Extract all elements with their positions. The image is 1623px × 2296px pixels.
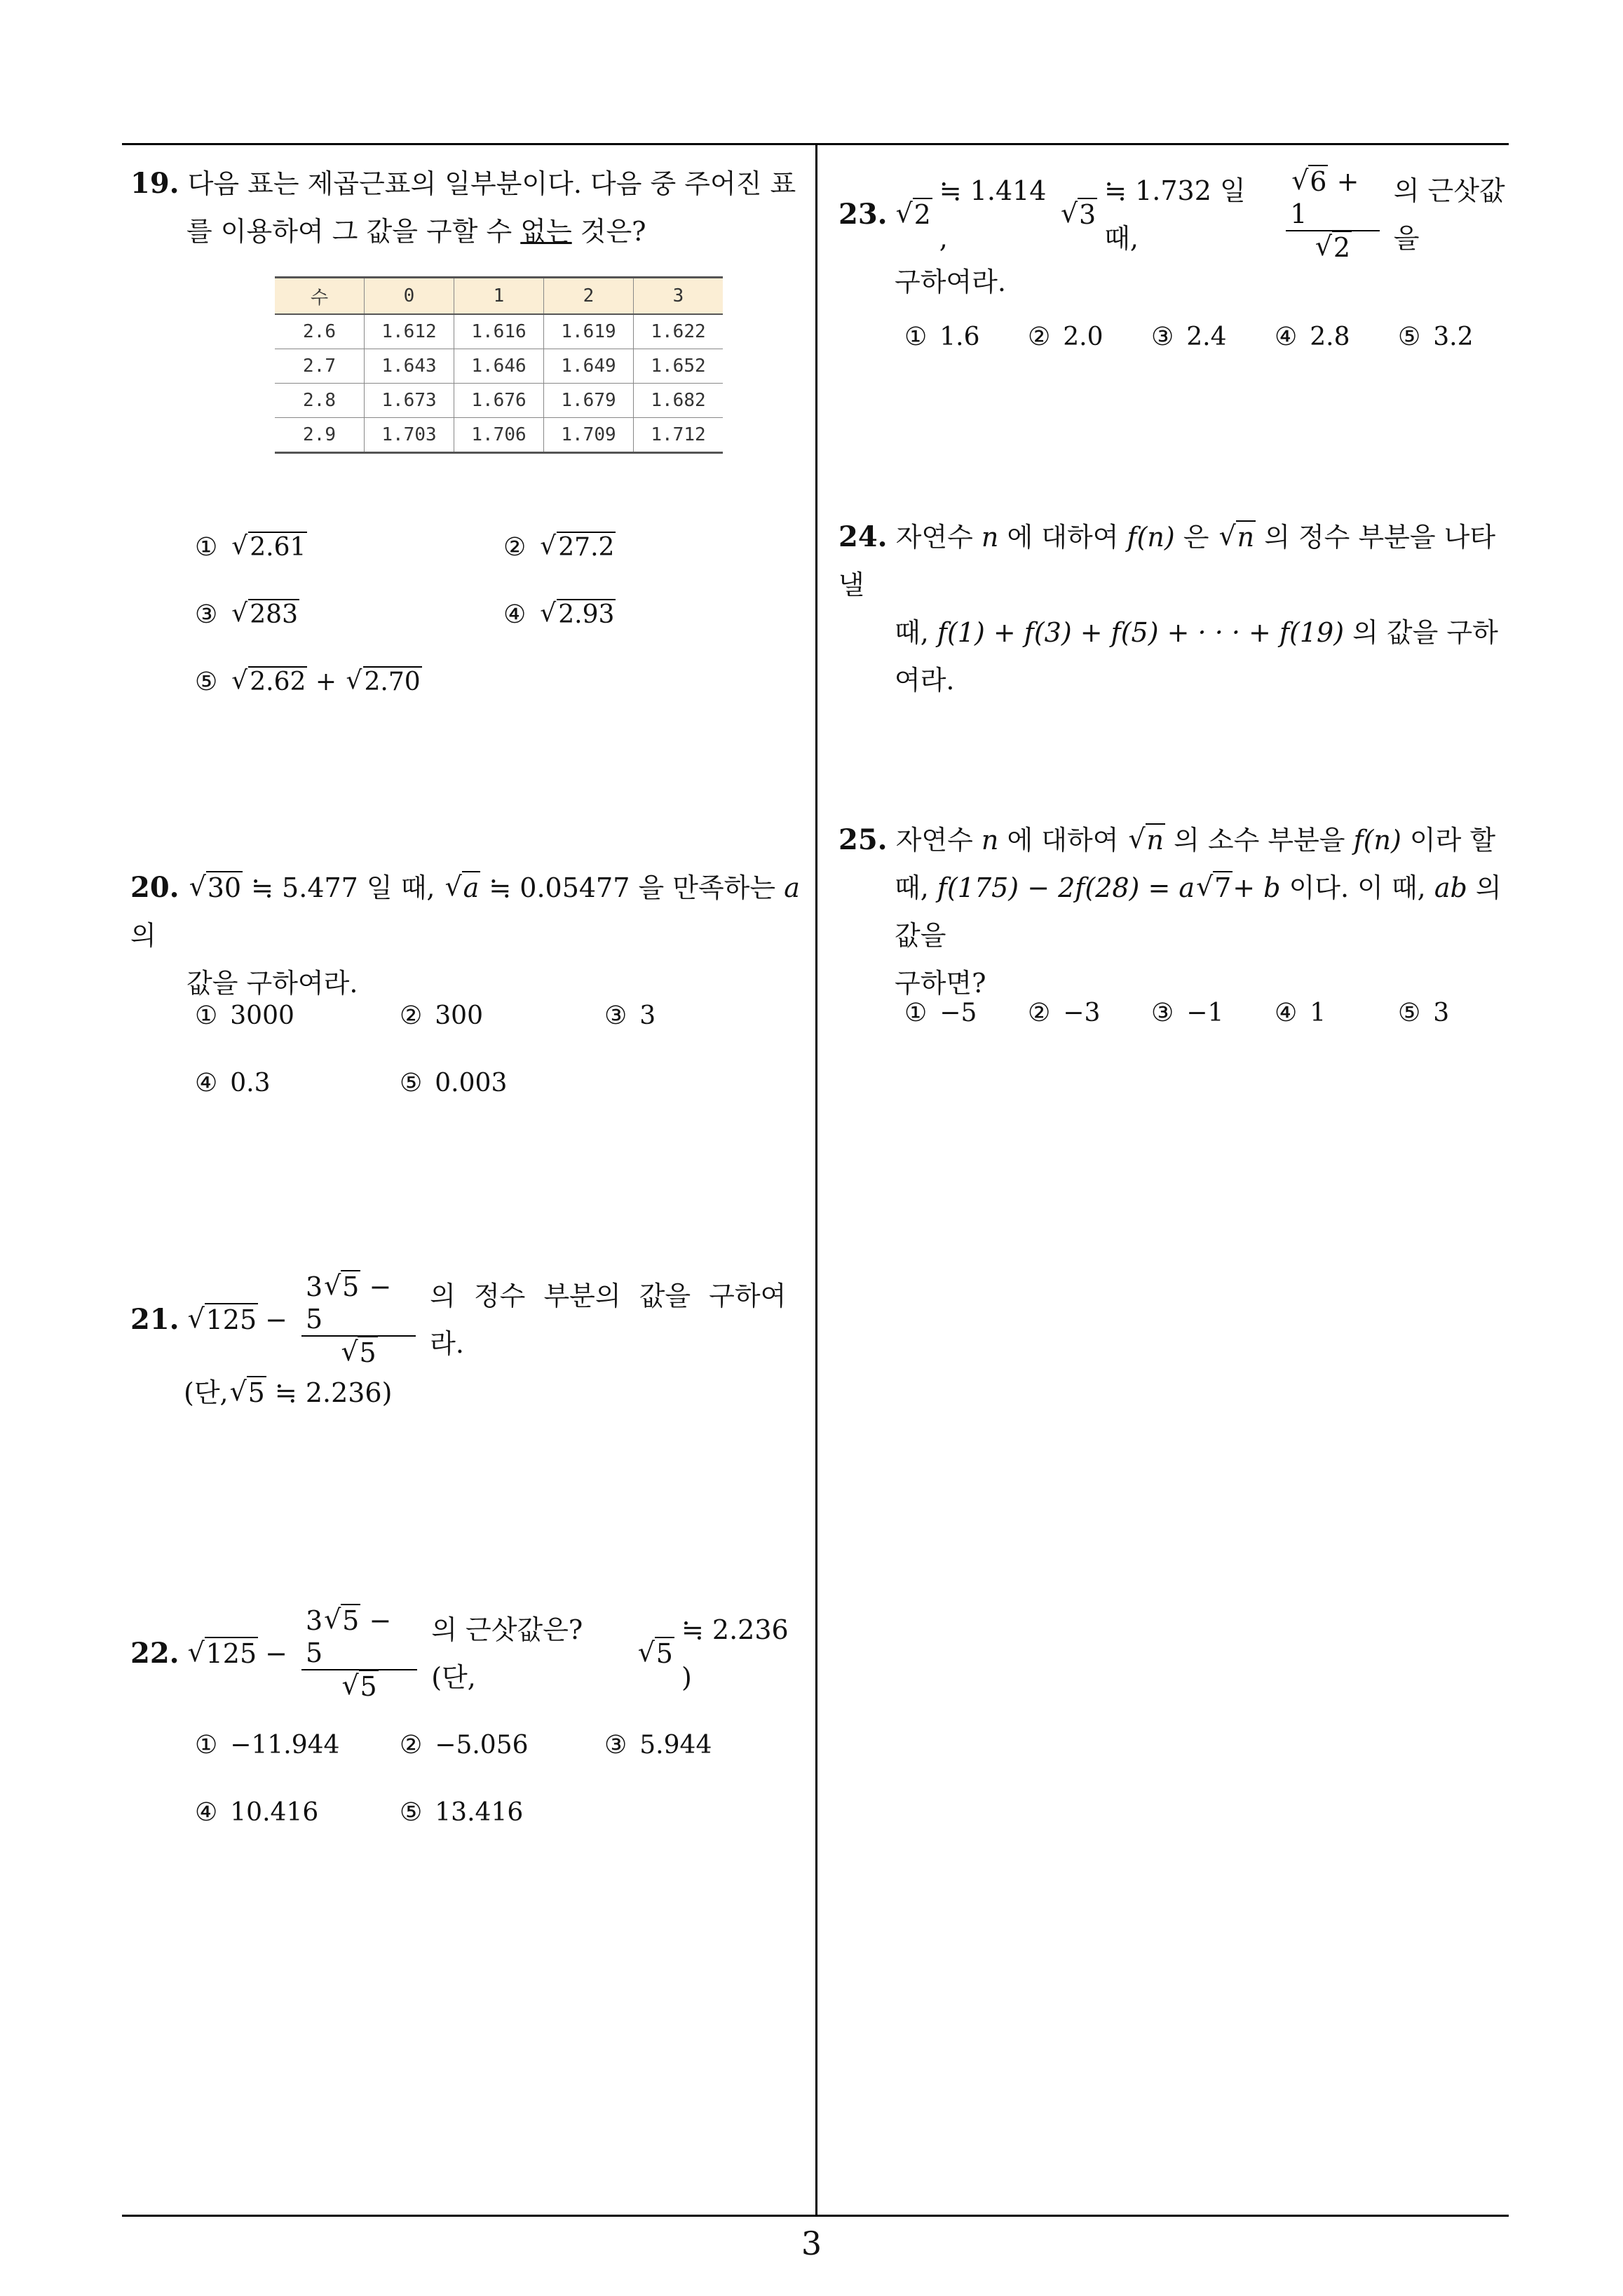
question-number: 25. (838, 823, 888, 856)
variable: n (981, 825, 999, 856)
choice-number: ② (400, 1001, 423, 1030)
choice-number: ① (195, 1731, 218, 1760)
question-text: 구하면? (895, 968, 986, 999)
square-root-table (275, 276, 723, 454)
choice-number: ③ (604, 1001, 627, 1030)
question-19-line2 (130, 208, 803, 255)
sqrt-expression: √ 283 (231, 600, 299, 629)
fraction-denominator: √ 5 (335, 1337, 381, 1369)
choice-1[interactable] (904, 999, 977, 1027)
plus-sign: + (315, 668, 337, 696)
question-text: 다음 표는 제곱근표의 일부분이다. 다음 중 주어진 표 (187, 168, 796, 199)
choice-text: −11.944 (230, 1731, 340, 1760)
choice-number: ③ (1151, 999, 1174, 1027)
choice-number: ② (503, 533, 527, 562)
choice-text: −5 (939, 999, 977, 1027)
function-expression: f(n) (1127, 522, 1175, 553)
table-row (275, 349, 723, 384)
question-text: 은 (1183, 522, 1209, 553)
sqrt-expression: √ 2.62 (231, 668, 307, 696)
minus-sign: − (265, 1304, 287, 1335)
choice-3[interactable] (195, 600, 299, 629)
variable: n (981, 522, 999, 553)
question-19 (130, 160, 803, 255)
choice-text: 13.416 (435, 1798, 524, 1827)
choice-number: ⑤ (1398, 323, 1421, 351)
question-22-line1 (130, 1605, 803, 1703)
bottom-rule (122, 2215, 1509, 2217)
question-23-line1 (838, 166, 1519, 264)
table-header: 수 (275, 278, 365, 315)
table-cell: 1.616 (454, 314, 544, 349)
table-cell: 1.679 (544, 384, 634, 418)
question-24 (838, 513, 1519, 704)
choice-text: 3.2 (1433, 323, 1474, 351)
question-25-line2: 때, f(175) − 2f(28) = a√ 7+ b 이다. 이 때, ab 의 값을 (838, 864, 1519, 959)
question-24-line1 (838, 513, 1519, 609)
choice-number: ② (400, 1731, 423, 1760)
question-text: 에 대하여 (1007, 522, 1119, 553)
question-text: ≒ 0.05477 을 만족하는 (489, 872, 776, 903)
question-24-line2: 때, f(1) + f(3) + f(5) + · · · + f(19) 의 값을 구하여라. (895, 617, 1498, 696)
sqrt-expression: √ 27.2 (540, 533, 616, 562)
function-expression: f(n) (1353, 825, 1401, 856)
table-cell: 1.643 (365, 349, 454, 384)
table-cell: 1.652 (634, 349, 724, 384)
choice-text: 10.416 (230, 1798, 319, 1827)
question-text: 의 소수 부분을 (1174, 825, 1345, 856)
table-cell: 1.676 (454, 384, 544, 418)
table-header: 1 (454, 278, 544, 315)
choice-text: 5.944 (639, 1731, 712, 1760)
variable: ab (1434, 872, 1467, 903)
choice-3[interactable] (1151, 999, 1223, 1027)
table-row (275, 418, 723, 453)
choice-3[interactable] (604, 1001, 656, 1030)
question-number: 21. (130, 1303, 179, 1336)
choice-4[interactable] (1275, 323, 1350, 351)
question-text: ≒ 1.414 , (939, 175, 1047, 254)
fraction-denominator: √ 5 (337, 1670, 383, 1703)
sqrt-expression: √ 7 (1196, 864, 1232, 912)
question-19-line1 (130, 160, 803, 208)
sqrt-expression: √ 125 (188, 1630, 259, 1677)
choice-3[interactable] (604, 1731, 712, 1760)
choice-text: 2.0 (1063, 323, 1103, 351)
question-text: 를 이용하여 그 값을 구할 수 (186, 216, 521, 247)
sqrt-expression: √ a (445, 864, 481, 912)
question-23 (838, 166, 1519, 306)
choice-5[interactable] (1398, 323, 1474, 351)
fraction-numerator: 3√ 5 − 5 (301, 1271, 416, 1337)
choice-number: ③ (195, 600, 218, 629)
choice-4[interactable] (503, 600, 616, 629)
question-20 (130, 864, 803, 1007)
choice-number: ③ (604, 1731, 627, 1760)
choice-1[interactable] (195, 1001, 294, 1030)
question-text: 이라 할 (1409, 825, 1496, 856)
choice-text: 3 (639, 1001, 656, 1030)
choice-4[interactable] (1275, 999, 1326, 1027)
sqrt-expression: √ 2.93 (540, 600, 616, 629)
fraction-denominator: √ 2 (1310, 231, 1356, 264)
question-25 (838, 816, 1519, 1007)
choice-number: ④ (195, 1069, 218, 1098)
table-cell: 1.673 (365, 384, 454, 418)
choice-2[interactable] (503, 533, 616, 562)
table-header: 3 (634, 278, 724, 315)
question-text: 의 근삿값은? (단, (431, 1614, 583, 1693)
question-note: (단,√ 5 ≒ 2.236) (130, 1369, 803, 1417)
question-text: 자연수 (895, 825, 973, 856)
choice-2[interactable] (400, 1731, 529, 1760)
choice-number: ① (904, 323, 928, 351)
question-text: ≒ 1.732 일 때, (1104, 175, 1246, 254)
question-text: ≒ 2.236 ) (681, 1614, 789, 1693)
question-text: ≒ 5.477 일 때, (251, 872, 435, 903)
table-cell: 2.7 (275, 349, 365, 384)
question-25-line1 (838, 816, 1519, 864)
choice-number: ⑤ (400, 1069, 423, 1098)
question-text: 의 정수 부분을 나타낼 (838, 522, 1496, 600)
sum-expression: f(1) + f(3) + f(5) + · · · + f(19) (937, 617, 1345, 648)
choice-4[interactable] (195, 1798, 318, 1827)
choice-text: 3 (1433, 999, 1450, 1027)
choice-text: 2.8 (1310, 323, 1350, 351)
question-text: 구하여라. (895, 266, 1006, 297)
choice-text: 0.003 (435, 1069, 508, 1098)
choice-number: ④ (1275, 999, 1298, 1027)
choice-text: −5.056 (435, 1731, 529, 1760)
choice-5[interactable] (400, 1069, 507, 1098)
question-text: 에 대하여 (1007, 825, 1119, 856)
table-cell: 1.703 (365, 418, 454, 453)
sqrt-expression: √ 2.70 (346, 668, 422, 696)
choice-1[interactable] (904, 323, 980, 351)
table-cell: 1.712 (634, 418, 724, 453)
question-number: 24. (838, 520, 888, 553)
page-number: 3 (801, 2224, 822, 2262)
choice-5[interactable] (400, 1798, 523, 1827)
choice-number: ① (195, 533, 218, 562)
question-21 (130, 1271, 803, 1417)
choice-number: ⑤ (195, 668, 218, 696)
table-cell: 2.9 (275, 418, 365, 453)
table-cell: 1.612 (365, 314, 454, 349)
choice-text: 300 (435, 1001, 483, 1030)
choice-1[interactable] (195, 533, 307, 562)
fraction (301, 1271, 416, 1369)
choice-text: −3 (1063, 999, 1101, 1027)
question-text: 의 근삿값을 (1393, 175, 1505, 254)
table-cell: 1.709 (544, 418, 634, 453)
fraction (1286, 166, 1379, 264)
choice-text: 2.4 (1186, 323, 1227, 351)
choice-text: 1.6 (939, 323, 980, 351)
sqrt-expression: √ 125 (188, 1296, 259, 1344)
table-header: 2 (544, 278, 634, 315)
question-22 (130, 1605, 803, 1703)
choice-number: ⑤ (1398, 999, 1421, 1027)
table-cell: 1.622 (634, 314, 724, 349)
choice-text: 1 (1310, 999, 1326, 1027)
choice-number: ④ (195, 1798, 218, 1827)
question-number: 23. (838, 198, 888, 231)
choice-number: ⑤ (400, 1798, 423, 1827)
fraction-numerator: 3√ 5 − 5 (301, 1605, 417, 1670)
question-text: 의 정수 부분의 값을 구하여라. (430, 1281, 787, 1359)
choice-text: 0.3 (230, 1069, 271, 1098)
function-expression: f(175) − 2f(28) = (937, 872, 1171, 903)
choice-2[interactable] (1028, 999, 1100, 1027)
question-number: 19. (130, 167, 179, 200)
choice-number: ② (1028, 323, 1051, 351)
fraction (301, 1605, 417, 1703)
table-row (275, 314, 723, 349)
table-cell: 2.6 (275, 314, 365, 349)
choice-number: ③ (1151, 323, 1174, 351)
question-number: 20. (130, 871, 179, 904)
choice-4[interactable] (195, 1069, 271, 1098)
choice-number: ① (904, 999, 928, 1027)
choice-2[interactable] (1028, 323, 1103, 351)
choice-1[interactable] (195, 1731, 339, 1760)
choice-3[interactable] (1151, 323, 1227, 351)
table-cell: 1.619 (544, 314, 634, 349)
sqrt-expression: √ 5 (638, 1630, 674, 1677)
choice-number: ④ (1275, 323, 1298, 351)
sqrt-expression: √ 3 (1061, 191, 1097, 238)
table-header-row (275, 278, 723, 315)
question-text: 것은? (571, 216, 646, 247)
fraction-numerator: √ 6 + 1 (1286, 166, 1379, 231)
question-text: 자연수 (895, 522, 973, 553)
table-row (275, 384, 723, 418)
choice-text: 3000 (230, 1001, 294, 1030)
question-21-line1 (130, 1271, 803, 1369)
sqrt-expression: √ 2.61 (231, 533, 307, 562)
table-cell: 1.646 (454, 349, 544, 384)
choice-2[interactable] (400, 1001, 483, 1030)
choice-number: ④ (503, 600, 527, 629)
table-header: 0 (365, 278, 454, 315)
choice-text: −1 (1186, 999, 1224, 1027)
table-cell: 1.682 (634, 384, 724, 418)
question-number: 22. (130, 1637, 179, 1670)
question-text: 의 (130, 920, 156, 951)
table-cell: 1.649 (544, 349, 634, 384)
variable: a (784, 872, 800, 903)
sqrt-expression: √ 30 (189, 864, 243, 912)
choice-number: ② (1028, 999, 1051, 1027)
minus-sign: − (265, 1638, 287, 1669)
emphasis-underline: 없는 (520, 216, 572, 247)
table-cell: 1.706 (454, 418, 544, 453)
sqrt-expression: √ n (1219, 513, 1256, 561)
sqrt-expression: √ n (1129, 816, 1165, 864)
choice-number: ① (195, 1001, 218, 1030)
choice-5[interactable] (1398, 999, 1449, 1027)
question-text: 값을 구하여라. (186, 968, 358, 999)
choice-5[interactable] (195, 668, 422, 696)
table-cell: 2.8 (275, 384, 365, 418)
question-20-line1 (130, 864, 803, 959)
sqrt-expression: √ 2 (896, 191, 932, 238)
column-divider (815, 143, 817, 2216)
